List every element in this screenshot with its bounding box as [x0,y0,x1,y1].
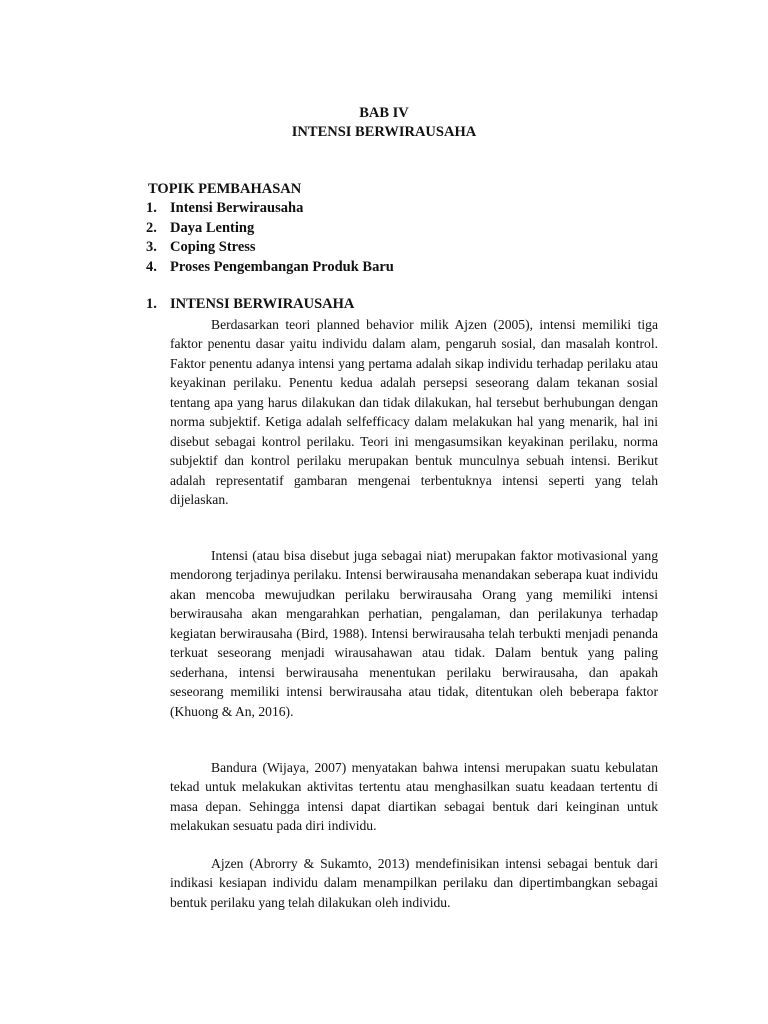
topic-number: 4. [146,258,157,275]
body-paragraph: Ajzen (Abrorry & Sukamto, 2013) mendefinisikan intensi sebagai bentuk dari indikasi kesiapan individu dalam menampilkan perilaku dan dipertimbangkan sebagai bentuk perilaku yang telah dilakukan oleh individu. [170,856,658,910]
section-heading [146,294,354,314]
section-number: 1. [146,296,157,312]
body-paragraph: Bandura (Wijaya, 2007) menyatakan bahwa intensi merupakan suatu kebulatan tekad untuk melakukan aktivitas tertentu atau menghasilkan suatu keadaan tertentu di masa depan. Sehingga intensi dapat diartikan sebagai bentuk dari keinginan untuk melakukan sesuatu pada diri individu. [170,760,658,834]
topic-item [146,238,394,258]
topic-label: Daya Lenting [170,219,255,236]
paragraph-block [170,546,658,721]
chapter-title: INTENSI BERWIRAUSAHA [291,124,477,140]
topic-label: Proses Pengembangan Produk Baru [170,258,394,275]
topic-label: Intensi Berwirausaha [170,200,304,216]
chapter-number: BAB IV [359,105,409,121]
body-paragraph: Intensi (atau bisa disebut juga sebagai niat) merupakan faktor motivasional yang mendorong terjadinya perilaku. Intensi berwirausaha menandakan seberapa kuat individu akan mencoba mewujudkan perilaku berwirausaha Orang yang memiliki intensi berwirausaha akan mengarahkan perhatian, pengalaman, dan perilakunya terhadap kegiatan berwirausaha (Bird, 1988). Intensi berwirausaha telah terbukti menjadi penanda terkuat seseorang menjadi wirausahawan atau tidak. Dalam bentuk yang paling sederhana, intensi berwirausaha menentukan perilaku berwirausaha, dan apakah seseorang memiliki intensi berwirausaha atau tidak, ditentukan oleh beberapa faktor (Khuong & An, 2016). [170,548,658,719]
topic-item [146,219,394,239]
topic-number: 2. [146,219,157,236]
topics-heading: TOPIK PEMBAHASAN [148,181,302,197]
topic-item [146,199,394,219]
section-title: INTENSI BERWIRAUSAHA [170,296,355,312]
body-paragraph: Berdasarkan teori planned behavior milik Ajzen (2005), intensi memiliki tiga faktor penentu dasar yaitu individu dalam alam, pengaruh sosial, dan masalah kontrol. Faktor penentu adanya intensi yang pertama adalah sikap individu terhadap perilaku atau keyakinan perilaku. Penentu kedua adalah persepsi seseorang dalam tekanan sosial tentang apa yang harus dilakukan dan tidak dilakukan, hal tersebut berhubungan dengan norma subjektif. Ketiga adalah selfefficacy dalam melakukan hal yang menarik, hal ini disebut sebagai kontrol perilaku. Teori ini mengasumsikan keyakinan perilaku, norma subjektif dan kontrol perilaku merupakan bentuk munculnya sebuah intensi. Berikut adalah representatif gambaran mengenai terbentuknya intensi seperti yang telah dijelaskan. [170,317,658,508]
paragraph-block [170,758,658,836]
topic-number: 1. [146,200,157,216]
topics-list [146,199,394,277]
topic-item [146,258,394,278]
topic-number: 3. [146,239,157,255]
topic-label: Coping Stress [170,239,256,255]
paragraph-block [170,854,658,912]
paragraph-block [170,315,658,510]
